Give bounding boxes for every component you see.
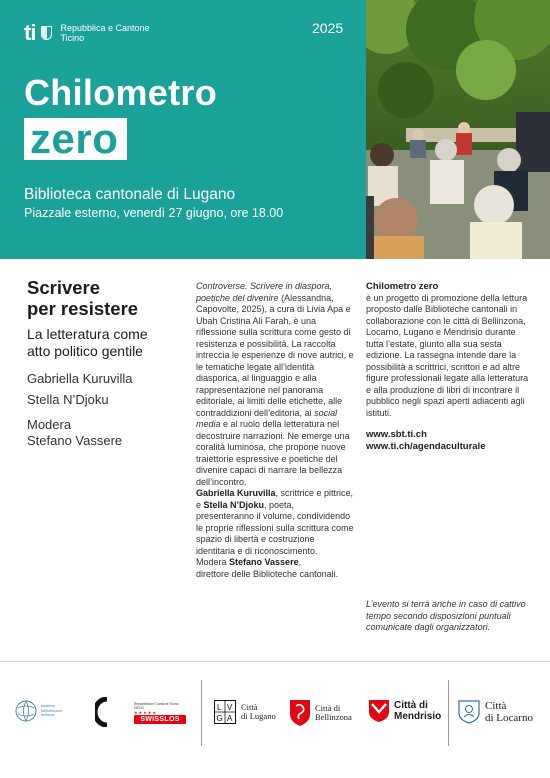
header-band <box>0 0 550 259</box>
description-paragraph: Gabriella Kuruvilla, scrittrice e pittrice, e Stella N’Djoku, poeta, presenteranno il volume, condividendo le proprie riflessioni sulla scrittura come spazio di libertà e costruzione identitaria e di riconoscimento. <box>196 488 354 556</box>
ti-logo-mark: ti <box>24 20 36 45</box>
mendrisio-logo: Città di Mendrisio <box>369 700 441 722</box>
venue: Biblioteca cantonale di Lugano <box>24 186 236 203</box>
description-paragraph: Modera Stefano Vassere, direttore delle Biblioteche cantonali. <box>196 557 339 579</box>
year: 2025 <box>312 20 344 36</box>
link-agenda[interactable]: www.ti.ch/agendaculturale <box>366 441 486 452</box>
moderator-label: Modera <box>27 417 72 432</box>
locarno-logo: Città di Locarno <box>458 700 533 724</box>
event-summary <box>27 277 187 449</box>
globe-icon <box>15 700 37 722</box>
footer-divider <box>0 661 550 662</box>
svg-text:G: G <box>216 714 223 723</box>
event-title: Scrivere per resistere <box>27 277 139 319</box>
svg-text:V: V <box>227 703 233 712</box>
bellinzona-shield-icon <box>290 700 310 726</box>
series-title: Chilometro <box>24 72 218 113</box>
link-sbt[interactable]: www.sbt.ti.ch <box>366 429 427 440</box>
shield-icon <box>41 26 52 40</box>
project-title: Chilometro zero <box>366 281 439 292</box>
footer-separator <box>448 680 449 746</box>
author-name: Gabriella Kuruvilla <box>27 371 133 386</box>
sistema-bibliotecario-logo: sistema bibliotecario ticinese <box>15 700 79 722</box>
locarno-crest-icon <box>458 700 480 724</box>
project-text: è un progetto di promozione della lettura proposto dalle Biblioteche cantonali in collaborazione con le città di Bellinzona, Locarno, Lugano e Mendrisio durante tutta l’estate, giunto alla sua sesta edizione. La rassegna intende dare la possibilità a scrittrici, scrittori e ad altre figure professionali legate alla letteratura e alla produzione di libri di incontrare il pubblico negli spazi aperti adiacenti agli istituti. <box>366 292 529 418</box>
moderator-name: Stefano Vassere <box>27 433 123 448</box>
event-description <box>196 281 354 580</box>
circle-logo <box>95 697 119 732</box>
project-info <box>366 281 534 453</box>
event-datetime: Piazzale esterno, venerdì 27 giugno, ore 18.00 <box>24 206 284 220</box>
bellinzona-logo: Città di Bellinzona <box>290 700 352 726</box>
event-photo <box>366 0 550 259</box>
arc-logo-icon <box>95 697 119 727</box>
lugano-mark-icon <box>214 700 236 724</box>
lugano-logo: L V G A Città di Lugano <box>214 700 276 724</box>
institution-name: Repubblica e Cantone Ticino <box>60 23 150 43</box>
series-title-word: zero <box>30 115 119 162</box>
author-name: Stella N’Djoku <box>27 392 109 407</box>
swisslos-logo: Repubblica e Cantone Ticino DECS ★★★★★ SWISSLOS <box>134 702 186 724</box>
mendrisio-shield-icon <box>369 700 389 722</box>
series-title-highlight <box>24 115 127 162</box>
footer-separator <box>201 680 202 746</box>
description-paragraph: Controverse. Scrivere in diaspora, poetiche del divenire (Alessandna, Capovolte, 2025), a cura di Livia Apa e Ubah Cristina Ali Farah, è una riflessione sulla scrittura come gesto di resistenza e possibilità. La raccolta intreccia le esperienze di nove autrici, e le tematiche legate all’identità diasporica, al linguaggio e alla rappresentazione nel panorama editoriale, ai limiti delle etichette, alle contraddizioni dell’editoria, ai social media e al ruolo della letteratura nel decostruire narrazioni. Ne emerge una coralità luminosa, che propone nuove traiettorie espressive e poetiche del divenire capaci di narrare la bellezza dell’incontro. <box>196 281 354 487</box>
event-subtitle: La letteratura come atto politico gentile <box>27 326 148 359</box>
svg-text:L: L <box>217 703 222 712</box>
weather-note: L’evento si terrà anche in caso di cattivo tempo secondo disposizioni puntuali comunicate dagli organizzatori. <box>366 599 526 632</box>
links <box>366 429 534 453</box>
canton-logo <box>24 20 150 46</box>
svg-text:A: A <box>227 714 233 723</box>
